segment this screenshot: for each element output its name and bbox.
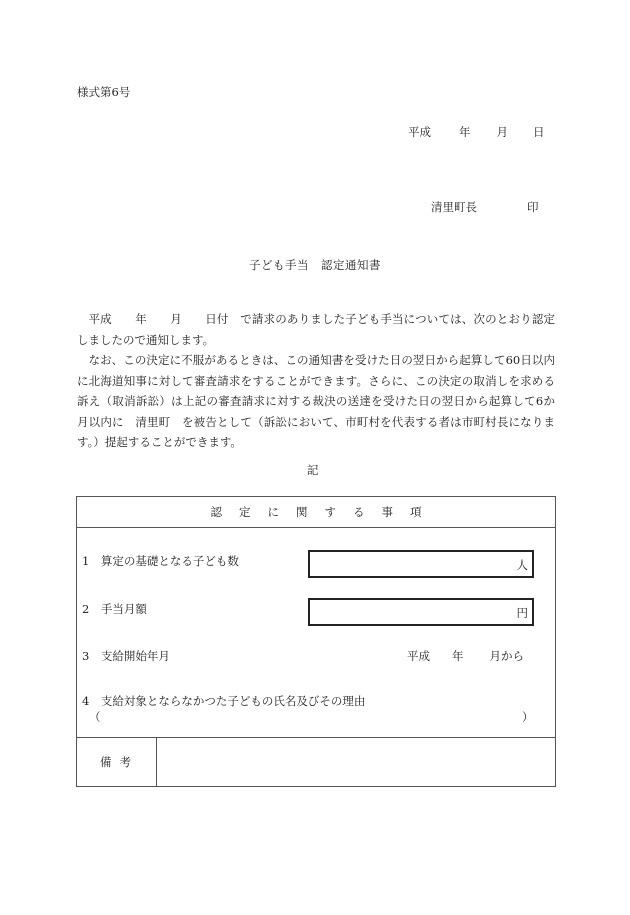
certification-table — [76, 496, 556, 787]
unit-persons: 人 — [516, 558, 528, 572]
start-era: 平成 — [407, 649, 430, 663]
row-child-count-label: 1 算定の基礎となる子ども数 — [82, 554, 239, 568]
body-paragraph-1: 平成 年 月 日付 で請求のありました子ども手当については、次のとおり認定しましたので通知します。 — [77, 312, 555, 347]
body-paragraph-2: なお、この決定に不服があるときは、この通知書を受けた日の翌日から起算して60日以内に北海道知事に対して審査請求をすることができます。さらに、この決定の取消しを求める訴え（取消訴訟）は上記の審査請求に対する裁決の送達を受けた日の翌日から起算して6か月以内に 清里町 を被告として（訴訟において、市町村を代表する者は市町村長になります。）提起することができます。 — [77, 353, 555, 449]
remarks-field[interactable] — [158, 738, 555, 786]
table-header: 認定に関する事項 — [77, 497, 555, 528]
excluded-open-paren: （ — [89, 710, 101, 724]
unit-yen: 円 — [516, 606, 528, 620]
form-number: 様式第6号 — [77, 85, 131, 99]
seal-mark: 印 — [527, 200, 539, 214]
start-month-value — [407, 648, 524, 664]
issuer-name: 清里町長 — [431, 200, 477, 214]
start-month-unit: 月から — [489, 649, 524, 663]
monthly-amount-field[interactable] — [308, 598, 534, 626]
child-count-field[interactable] — [308, 550, 534, 578]
row-start-month-label: 3 支給開始年月 — [82, 649, 170, 663]
row-monthly-amount-label: 2 手当月額 — [82, 602, 147, 616]
remarks-row — [77, 737, 555, 786]
issue-date — [408, 124, 545, 140]
notice-body — [77, 309, 555, 453]
date-month-unit: 月 — [496, 125, 508, 139]
row-excluded-children-label: 4 支給対象とならなかつた子どもの氏名及びその理由 — [82, 694, 366, 708]
start-year-unit: 年 — [452, 649, 464, 663]
date-day-unit: 日 — [533, 125, 545, 139]
date-year-unit: 年 — [459, 125, 471, 139]
date-era: 平成 — [408, 125, 431, 139]
remarks-label: 備考 — [77, 738, 157, 786]
document-title: 子ども手当 認定通知書 — [249, 258, 381, 272]
ki-heading: 記 — [307, 463, 319, 477]
excluded-close-paren: ） — [522, 710, 534, 724]
